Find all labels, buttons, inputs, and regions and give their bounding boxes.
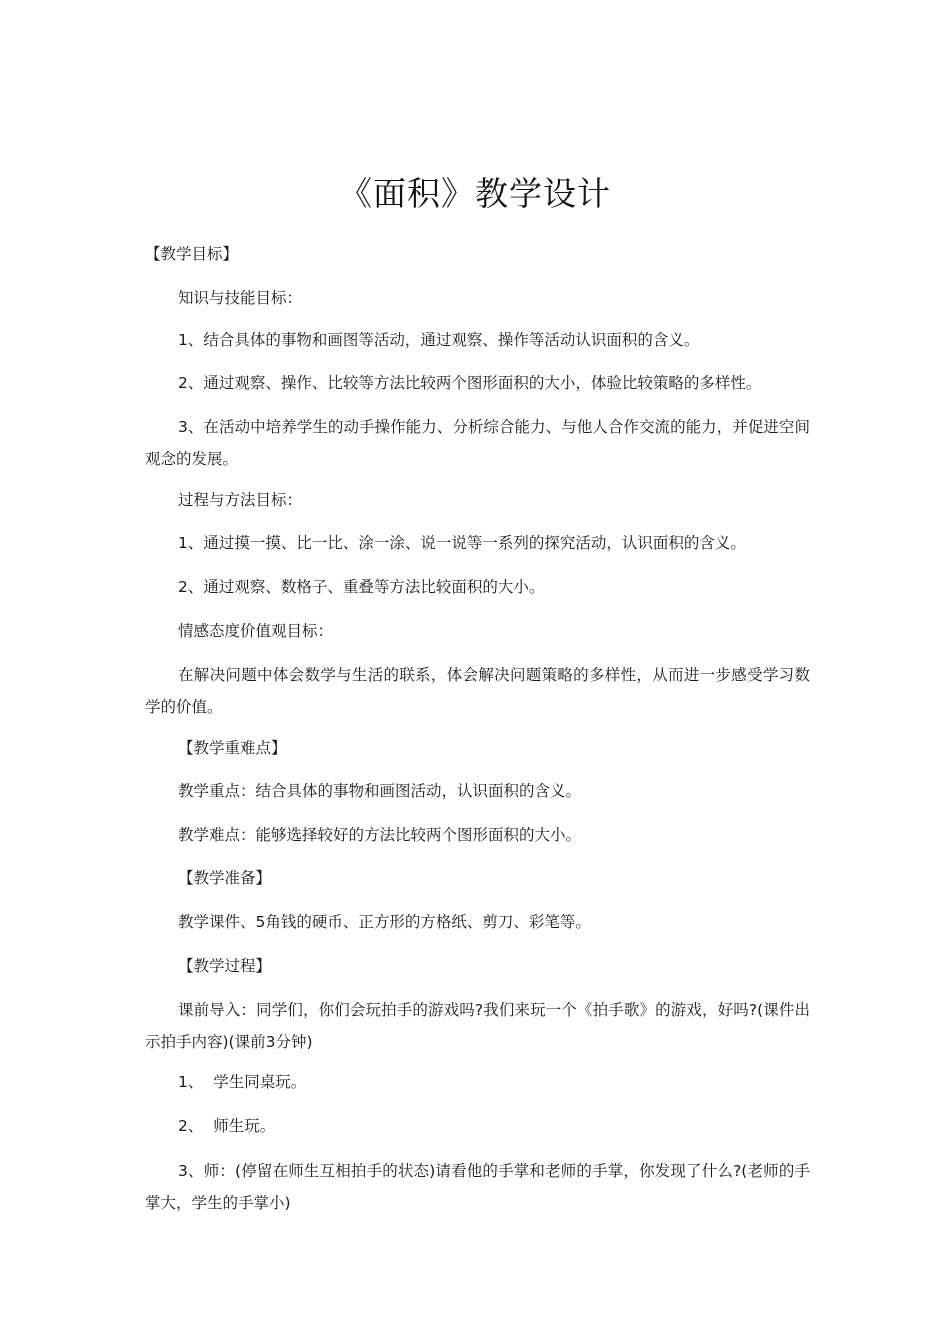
step-1: 1、 学生同桌玩。 bbox=[178, 1073, 307, 1091]
step-3: 3、师：(停留在师生互相拍手的状态)请看他的手掌和老师的手掌，你发现了什么?(老师的手掌大，学生的手掌小) bbox=[145, 1162, 810, 1212]
emotion-goal-text: 在解决问题中体会数学与生活的联系，体会解决问题策略的多样性，从而进一步感受学习数学的价值。 bbox=[145, 666, 810, 716]
heading-teaching-goals: 【教学目标】 bbox=[145, 245, 239, 263]
intro-text: 课前导入：同学们，你们会玩拍手的游戏吗?我们来玩一个《拍手歌》的游戏，好吗?(课件出示拍手内容)(课前3分钟) bbox=[145, 1001, 810, 1051]
difficult-point: 教学难点：能够选择较好的方法比较两个图形面积的大小。 bbox=[178, 826, 582, 844]
knowledge-goal-3: 3、在活动中培养学生的动手操作能力、分析综合能力、与他人合作交流的能力，并促进空间观念的发展。 bbox=[145, 418, 810, 468]
key-point: 教学重点：结合具体的事物和画图活动，认识面积的含义。 bbox=[178, 782, 582, 800]
heading-preparation: 【教学准备】 bbox=[178, 869, 272, 887]
preparation-text: 教学课件、5角钱的硬币、正方形的方格纸、剪刀、彩笔等。 bbox=[178, 913, 591, 931]
heading-teaching-process: 【教学过程】 bbox=[178, 957, 272, 975]
heading-key-points: 【教学重难点】 bbox=[178, 739, 287, 757]
document-title: 《面积》教学设计 bbox=[339, 174, 611, 213]
process-goals-label: 过程与方法目标： bbox=[178, 491, 303, 509]
process-goal-2: 2、通过观察、数格子、重叠等方法比较面积的大小。 bbox=[178, 578, 545, 596]
process-goal-1: 1、通过摸一摸、比一比、涂一涂、说一说等一系列的探究活动，认识面积的含义。 bbox=[178, 534, 746, 552]
knowledge-goal-2: 2、通过观察、操作、比较等方法比较两个图形面积的大小，体验比较策略的多样性。 bbox=[178, 374, 762, 392]
step-2: 2、 师生玩。 bbox=[178, 1117, 276, 1135]
knowledge-goal-1: 1、结合具体的事物和画图等活动，通过观察、操作等活动认识面积的含义。 bbox=[178, 331, 700, 349]
emotion-goals-label: 情感态度价值观目标： bbox=[178, 622, 334, 640]
knowledge-goals-label: 知识与技能目标： bbox=[178, 289, 303, 307]
